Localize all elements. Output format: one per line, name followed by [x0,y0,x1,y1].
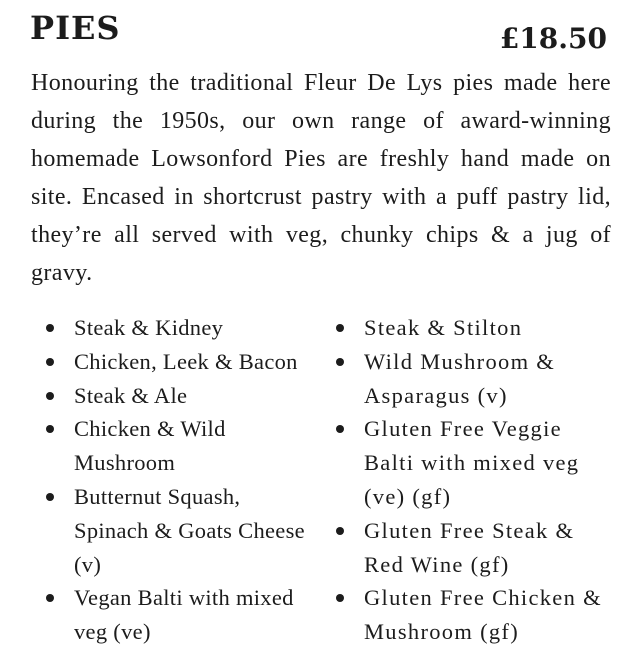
pie-list-item [45,345,320,379]
pie-list-right [335,311,615,649]
bullet-icon [336,324,344,332]
pie-list-left [45,311,320,649]
bullet-icon [336,425,344,433]
bullet-icon [336,527,344,535]
pie-list-item [335,311,615,345]
bullet-icon [336,594,344,602]
pie-name: Steak & Stilton [364,315,523,340]
pie-name: Butternut Squash, Spinach & Goats Cheese (v) [74,483,305,577]
bullet-icon [46,358,54,366]
pie-name: Wild Mushroom & Asparagus (v) [364,348,556,408]
bullet-icon [46,324,54,332]
pie-name: Gluten Free Chicken & Mushroom (gf) [364,585,602,645]
bullet-icon [46,594,54,602]
bullet-icon [46,392,54,400]
pie-name: Vegan Balti with mixed veg (ve) [74,585,294,645]
bullet-icon [46,425,54,433]
pie-name: Steak & Ale [74,382,188,408]
pie-name: Steak & Kidney [74,315,224,340]
pie-name: Chicken & Wild Mushroom [74,416,226,476]
pie-list-item [335,514,615,582]
bullet-icon [46,493,54,501]
pie-list-item [45,581,320,649]
pie-list-item [45,311,320,345]
pie-name: Gluten Free Veggie Balti with mixed veg (ve) (gf) [364,416,580,509]
section-price: £18.50 [499,22,607,55]
section-title: PIES [30,9,121,47]
pie-list-item [335,412,615,513]
pie-list-item [45,480,320,581]
pie-name: Chicken, Leek & Bacon [74,348,298,374]
pie-list-item [335,345,615,413]
pie-list-item [335,581,615,649]
pie-list-item [45,412,320,480]
pie-name: Gluten Free Steak & Red Wine (gf) [364,517,575,577]
bullet-icon [336,358,344,366]
pie-list-item [45,379,320,413]
section-description: Honouring the traditional Fleur De Lys pies made here during the 1950s, our own range of award-winning homemade Lowsonford Pies are freshly hand made on site. Encased in shortcrust pastry with a puff pastry lid, they’re all served with veg, chunky chips & a jug of gravy. [31,70,611,286]
